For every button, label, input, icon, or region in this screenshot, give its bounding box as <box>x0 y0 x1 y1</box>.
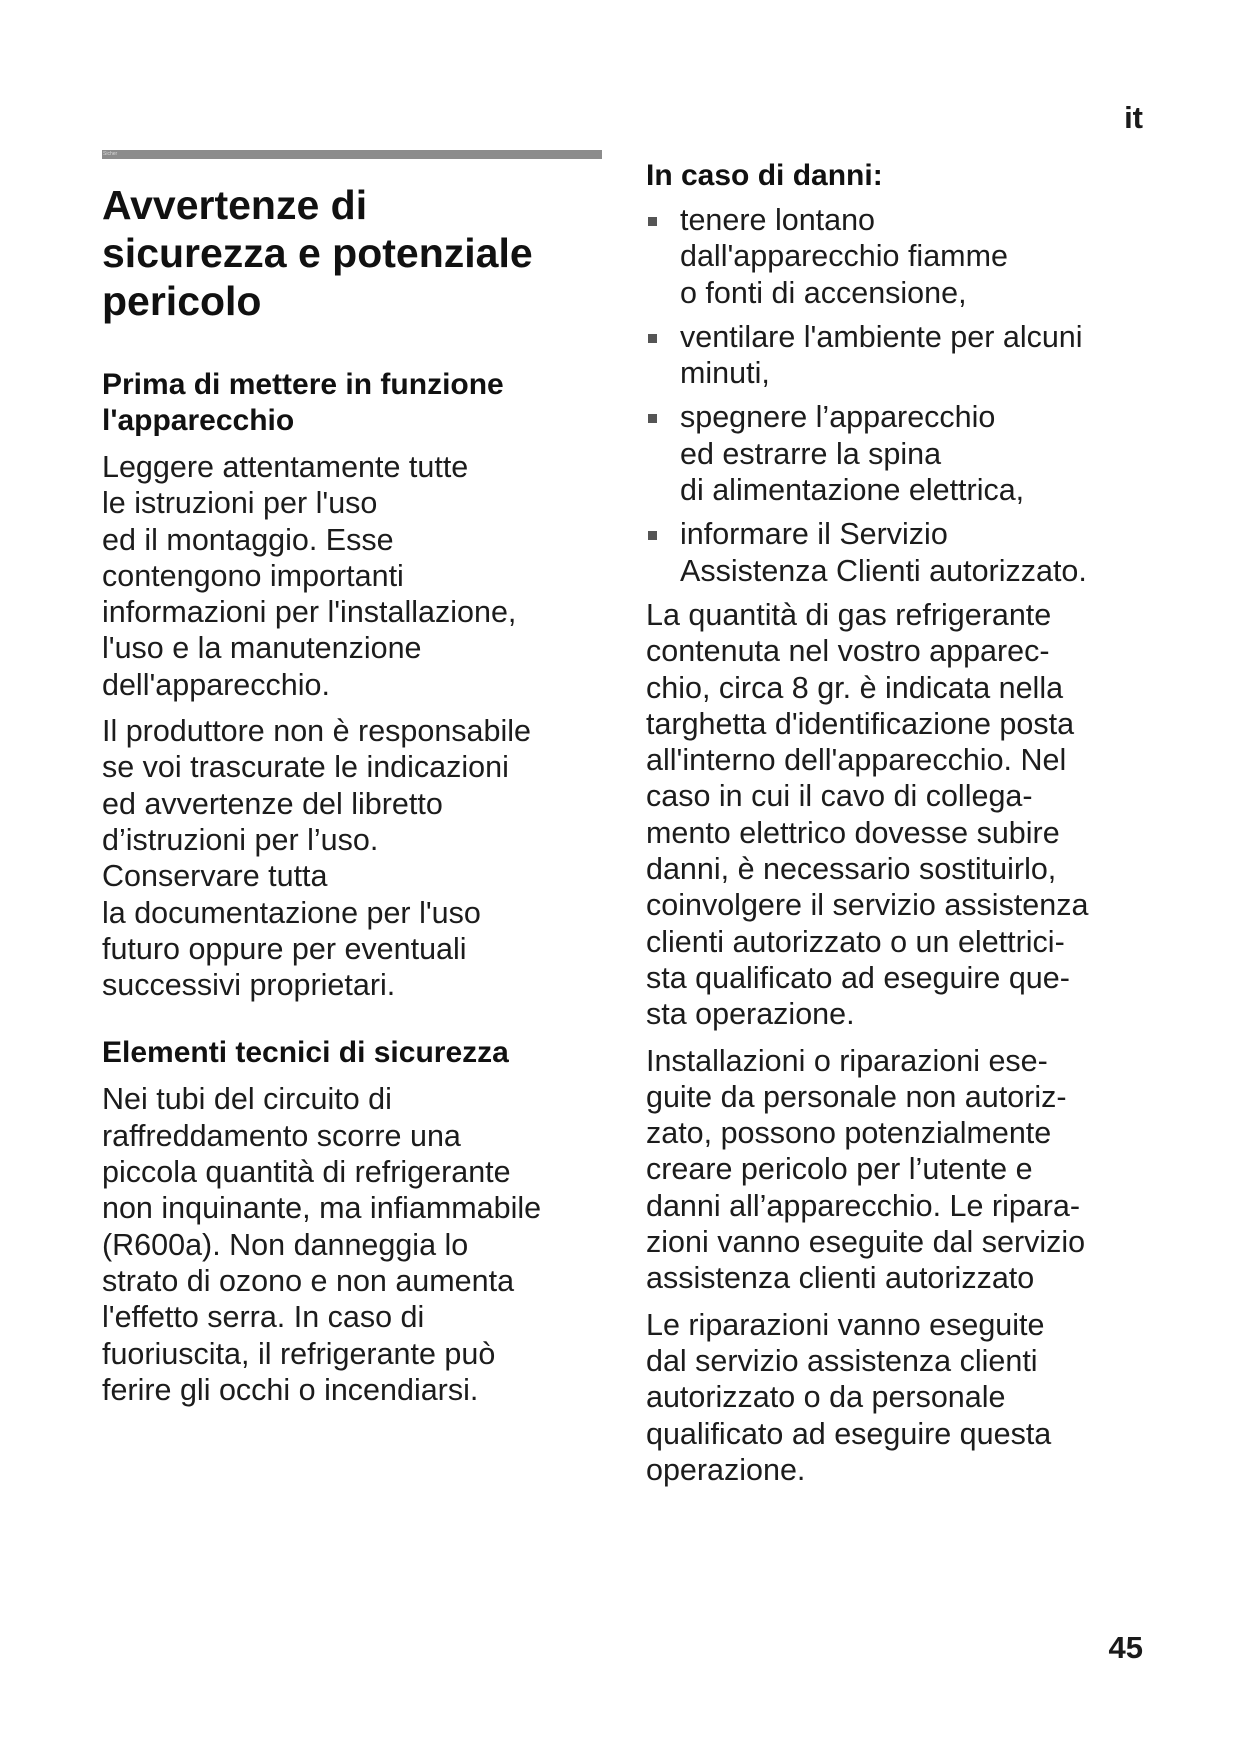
paragraph-read-instructions: Leggere attentamente tutte le istruzioni per l'uso ed il montaggio. Esse contengono importanti informazioni per l'installazione, l'uso e la manutenzione dell'apparecchio. <box>102 450 517 702</box>
section-rule <box>102 150 602 159</box>
paragraph-manufacturer-liability: Il produttore non è responsabile se voi trascurate le indicazioni ed avvertenze del libretto d’istruzioni per l’uso. Conservare tutta la documentazione per l'uso futuro oppure per eventuali successivi proprietari. <box>102 714 531 1003</box>
list-item: tenere lontano dall'apparecchio fiamme o fonti di accensione, <box>646 202 1146 311</box>
list-item: spegnere l’apparecchio ed estrarre la spina di alimentazione elettrica, <box>646 399 1146 508</box>
paragraph-gas-quantity: La quantità di gas refrigerante contenuta nel vostro apparec- chio, circa 8 gr. è indicata nella targhetta d'identificazione posta all'interno dell'apparecchio. Nel caso in cui il cavo di collega- mento elettrico dovesse subire danni, è necessario sostituirlo, coinvolgere il servizio assistenza clienti autorizzato o un elettrici- sta qualificato ad eseguire que- sta operazione. <box>646 597 1089 1032</box>
rule-tag: Sicher <box>103 151 118 157</box>
language-code: it <box>1124 100 1143 135</box>
paragraph-repairs: Le riparazioni vanno eseguite dal servizio assistenza clienti autorizzato o da personale qualificato ad eseguire questa operazione. <box>646 1307 1052 1487</box>
left-column <box>102 150 602 1408</box>
damage-list <box>646 202 1146 589</box>
page-title: Avvertenze di sicurezza e potenziale pericolo <box>102 182 533 324</box>
bullet-square-icon <box>648 217 657 226</box>
paragraph-refrigerant: Nei tubi del circuito di raffreddamento scorre una piccola quantità di refrigerante non inquinante, ma infiammabile (R600a). Non danneggia lo strato di ozono e non aumenta l'effetto serra. In caso di fuoriuscita, il refrigerante può ferire gli occhi o incendiarsi. <box>102 1082 542 1407</box>
section-heading-before-use: Prima di mettere in funzione l'apparecchio <box>102 368 504 437</box>
bullet-square-icon <box>648 334 657 343</box>
section-heading-technical-safety: Elementi tecnici di sicurezza <box>102 1036 509 1070</box>
list-item: informare il Servizio Assistenza Clienti autorizzato. <box>646 516 1146 589</box>
list-item: ventilare l'ambiente per alcuni minuti, <box>646 319 1146 392</box>
page-number: 45 <box>1108 1630 1143 1665</box>
bullet-square-icon <box>648 531 657 540</box>
bullet-square-icon <box>648 414 657 423</box>
section-heading-damage: In caso di danni: <box>646 159 883 192</box>
paragraph-unauthorized-repairs: Installazioni o riparazioni ese- guite da personale non autoriz- zato, possono potenzialmente creare pericolo per l’utente e danni all’apparecchio. Le ripara- zioni vanno eseguite dal servizio assistenza clienti autorizzato <box>646 1043 1086 1296</box>
right-column <box>646 158 1146 1488</box>
